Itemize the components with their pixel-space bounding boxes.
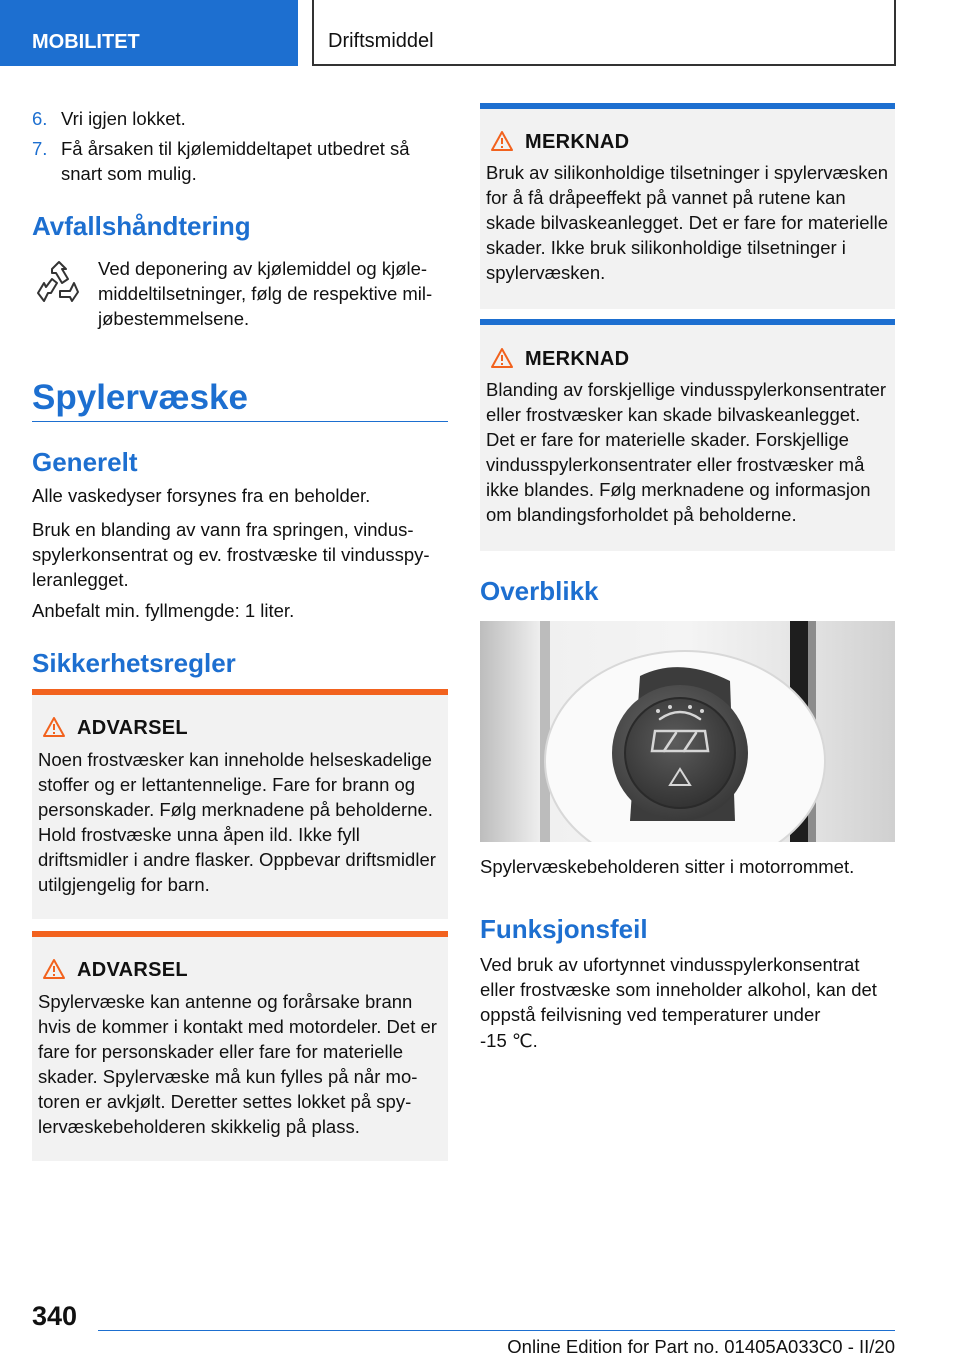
photo-caption: Spylervæskebeholderen sitter i motorrommet. [480, 856, 855, 877]
safety-heading: Sikkerhetsregler [32, 648, 236, 678]
section-tab: MOBILITET [0, 0, 298, 66]
note-bar [480, 103, 895, 109]
step-text: Vri igjen lokket. [61, 108, 186, 129]
warning-bar [32, 689, 448, 695]
note-title: MERKNAD [525, 131, 630, 153]
note-bar [480, 319, 895, 325]
warning-text: Spylervæske kan antenne og forårsake brann hvis de kommer i kontakt med motordeler. Det er fare for personskader eller fare for materielle skader. Spylervæske må kun fylles på når motoren er avkjølt. Deretter settes lokket på spylervæskebeholderen skikkelig på plass. [38, 991, 437, 1137]
warning-box [32, 931, 448, 1161]
warning-triangle-icon [490, 130, 514, 152]
warning-triangle-icon [490, 347, 514, 369]
note-box [480, 103, 895, 309]
warning-box [32, 689, 448, 919]
warning-title: ADVARSEL [77, 959, 188, 981]
washer-heading: Spylervæske [32, 378, 248, 417]
malfunction-heading: Funksjonsfeil [480, 914, 648, 944]
general-paragraph: Bruk en blanding av vann fra springen, vindusspylerkonsentrat og ev. frostvæske til vindusspyleranlegget. [32, 519, 430, 590]
warning-bar [32, 931, 448, 937]
disposal-heading: Avfallshåndtering [32, 211, 251, 241]
warning-triangle-icon [42, 716, 66, 738]
general-heading: Generelt [32, 447, 138, 477]
temperature-value: -15 ℃. [480, 1030, 538, 1051]
footer-divider [98, 1330, 895, 1331]
warning-title: ADVARSEL [77, 717, 188, 739]
general-paragraph: Alle vaskedyser forsynes fra en beholder. [32, 485, 371, 506]
edition-footer: Online Edition for Part no. 01405A033C0 - II/20 [507, 1336, 895, 1357]
note-box [480, 319, 895, 551]
note-text: Bruk av silikonholdige tilsetninger i spylervæsken for å få dråpeeffekt på vannet på rutene kan skade bilvaskeanlegget. Det er fare for materielle skader. Ikke bruk silikonholdige tilsetninger i spylervæsken. [486, 162, 889, 283]
step-text: Få årsaken til kjølemiddeltapet utbedret så snart som mulig. [61, 138, 410, 184]
recycle-icon [34, 259, 84, 309]
general-paragraph: Anbefalt min. fyllmengde: 1 liter. [32, 600, 295, 621]
heading-divider [32, 421, 448, 422]
warning-text: Noen frostvæsker kan inneholde helseskadelige stoffer og er lettantennelige. Fare for brann og personskader. Følg merknadene på beholderne. Hold frostvæske unna åpen ild. Ikke fyll driftsmidler i andre flasker. Oppbevar driftsmidler utilgjengelig for barn. [38, 749, 436, 895]
note-text: Blanding av forskjellige vindusspylerkonsentrater eller frostvæsker kan skade bilvaskeanlegget. Det er fare for materielle skader. Forskjellige vindusspylerkonsentrater eller frostvæsker må ikke blandes. Følg merknadene og informasjon om blandingsforholdet på beholderne. [486, 379, 887, 525]
chapter-title: Driftsmiddel [312, 0, 896, 66]
malfunction-text: Ved bruk av ufortynnet vindusspylerkonsentrat eller frostvæske som inneholder alkohol, kan det oppstå feilvisning ved temperaturer under [480, 954, 877, 1025]
step-number: 6. [32, 108, 48, 129]
note-title: MERKNAD [525, 348, 630, 370]
warning-triangle-icon [42, 958, 66, 980]
page-header [0, 0, 960, 66]
step-number: 7. [32, 138, 48, 159]
washer-reservoir-photo [480, 621, 895, 842]
page-number: 340 [32, 1301, 78, 1331]
disposal-text: Ved deponering av kjølemiddel og kjølemiddeltilsetninger, følg de respektive miljøbestemmelsene. [98, 258, 433, 329]
overview-heading: Overblikk [480, 576, 599, 606]
